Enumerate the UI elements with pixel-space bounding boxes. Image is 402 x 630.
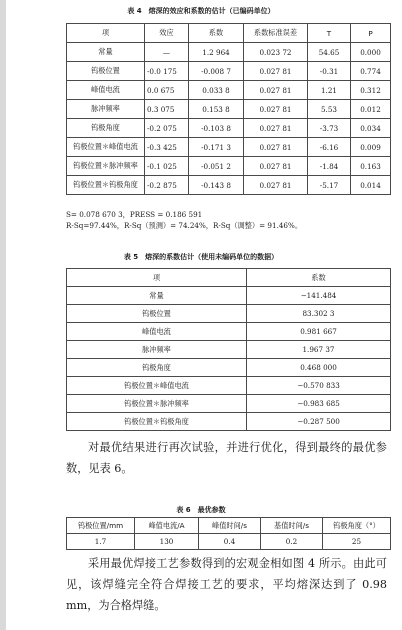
- table4-cell-term: 钨极位置＊峰值电流: [67, 138, 145, 157]
- table4-cell-p: 0.000: [351, 43, 391, 62]
- table5-cell-term: 脉冲频率: [67, 341, 247, 359]
- table5-row: [67, 395, 391, 413]
- table5-row: [67, 305, 391, 323]
- table4-cell-p: 0.034: [351, 119, 391, 138]
- table4-cell-effect: 0.3 075: [145, 100, 189, 119]
- table4-cell-se: 0.027 81: [244, 157, 308, 176]
- table5-row: [67, 413, 391, 431]
- table4-stats-line2: R-Sq=97.44%，R-Sq（预测）= 74.24%，R-Sq（调整）= 91.46%。: [66, 221, 303, 230]
- table6-header-peak-time: 峰值时间/s: [199, 518, 261, 534]
- table4-cell-term: 钨极角度: [67, 119, 145, 138]
- table5-cell-term: 钨极位置: [67, 305, 247, 323]
- table4-row: [67, 157, 391, 176]
- table5-cell-coef: −0.570 833: [247, 377, 391, 395]
- table4-cell-effect: —: [145, 43, 189, 62]
- table5-cell-term: 钨极位置＊峰值电流: [67, 377, 247, 395]
- table4-cell-coef: -0.103 8: [189, 119, 244, 138]
- table4-cell-effect: -0.1 025: [145, 157, 189, 176]
- table4-header-row: [67, 24, 391, 43]
- table6-header-electrode-position: 钨极位置/mm: [67, 518, 135, 534]
- table6-value-electrode-angle: 25: [323, 534, 391, 550]
- table4-cell-se: 0.027 81: [244, 176, 308, 195]
- table4-cell-coef: -0.051 2: [189, 157, 244, 176]
- table4-header-coef: 系数: [189, 24, 244, 43]
- table4-row: [67, 119, 391, 138]
- table4-cell-se: 0.027 81: [244, 81, 308, 100]
- table4-cell-effect: -0.2 075: [145, 119, 189, 138]
- table4-cell-p: 0.012: [351, 100, 391, 119]
- table5-cell-term: 钨极角度: [67, 359, 247, 377]
- table4-cell-p: 0.163: [351, 157, 391, 176]
- table4-cell-p: 0.009: [351, 138, 391, 157]
- table5-cell-coef: 0.981 667: [247, 323, 391, 341]
- table5-cell-coef: −0.983 685: [247, 395, 391, 413]
- table4-header-term: 项: [67, 24, 145, 43]
- table4-cell-coef: -0.143 8: [189, 176, 244, 195]
- table4-row: [67, 62, 391, 81]
- table6-value-peak-current: 130: [135, 534, 199, 550]
- paragraph-conclusion: 采用最优焊接工艺参数得到的宏观金相如图 4 所示。由此可见，该焊缝完全符合焊接工艺的要求，平均熔深达到了 0.98 mm，为合格焊缝。: [66, 557, 387, 612]
- table4-cell-t: -6.16: [308, 138, 351, 157]
- table4-cell-t: 54.65: [308, 43, 351, 62]
- table4-cell-coef: 0.153 8: [189, 100, 244, 119]
- table6-value-base-time: 0.2: [261, 534, 323, 550]
- paragraph-optimization: 对最优结果进行再次试验，并进行优化，得到最终的最优参数，见表 6。: [66, 441, 387, 475]
- table4-row: [67, 100, 391, 119]
- table4-cell-term: 钨极位置＊钨极角度: [67, 176, 145, 195]
- table5-caption: 表 5 熔深的系数估计（使用未编码单位的数据）: [123, 253, 279, 261]
- table5-cell-coef: 0.468 000: [247, 359, 391, 377]
- table4-row: [67, 138, 391, 157]
- table4-cell-term: 峰值电流: [67, 81, 145, 100]
- table4-row: [67, 176, 391, 195]
- table4-cell-t: -3.73: [308, 119, 351, 138]
- table4-cell-effect: -0.0 175: [145, 62, 189, 81]
- table4-cell-coef: -0.008 7: [189, 62, 244, 81]
- table5-cell-term: 峰值电流: [67, 323, 247, 341]
- table4-header-se: 系数标准误差: [244, 24, 308, 43]
- table4-cell-term: 常量: [67, 43, 145, 62]
- table4-cell-t: -0.31: [308, 62, 351, 81]
- table4-cell-se: 0.023 72: [244, 43, 308, 62]
- table5-cell-term: 钨极位置＊脉冲频率: [67, 395, 247, 413]
- table5-cell-coef: 1.967 37: [247, 341, 391, 359]
- table5-cell-coef: −141.484: [247, 287, 391, 305]
- page-edge-bar: [0, 0, 6, 630]
- table6-header-electrode-angle: 钨极角度（°）: [323, 518, 391, 534]
- table6-header-peak-current: 峰值电流/A: [135, 518, 199, 534]
- table4-cell-t: -5.17: [308, 176, 351, 195]
- table5-row: [67, 359, 391, 377]
- table4-cell-se: 0.027 81: [244, 100, 308, 119]
- table4-row: [67, 81, 391, 100]
- table4-cell-t: -1.84: [308, 157, 351, 176]
- table6-value-peak-time: 0.4: [199, 534, 261, 550]
- table4-cell-coef: -0.171 3: [189, 138, 244, 157]
- table5: [66, 268, 391, 431]
- table5-cell-term: 钨极位置＊钨极角度: [67, 413, 247, 431]
- table4-cell-p: 0.312: [351, 81, 391, 100]
- table5-header-row: [67, 269, 391, 287]
- table4-cell-term: 脉冲频率: [67, 100, 145, 119]
- table4-cell-effect: -0.2 875: [145, 176, 189, 195]
- table6-header-base-time: 基值时间/s: [261, 518, 323, 534]
- table4-cell-term: 钨极位置＊脉冲频率: [67, 157, 145, 176]
- table4-header-t: T: [308, 24, 351, 43]
- table4-stats-line1: S= 0.078 670 3，PRESS = 0.186 591: [66, 210, 203, 219]
- table6-caption: 表 6 最优参数: [176, 506, 226, 514]
- table4-cell-se: 0.027 81: [244, 138, 308, 157]
- table4-cell-se: 0.027 81: [244, 62, 308, 81]
- table4: [66, 23, 391, 195]
- table4-stats: [66, 209, 302, 231]
- table4-header-p: P: [351, 24, 391, 43]
- table5-row: [67, 341, 391, 359]
- table4-row: [67, 43, 391, 62]
- table4-cell-term: 钨极位置: [67, 62, 145, 81]
- table4-header-effect: 效应: [145, 24, 189, 43]
- table4-cell-p: 0.014: [351, 176, 391, 195]
- table4-cell-t: 1.21: [308, 81, 351, 100]
- table5-header-term: 项: [67, 269, 247, 287]
- table6-header-row: [67, 518, 391, 534]
- table4-cell-coef: 0.033 8: [189, 81, 244, 100]
- table5-cell-coef: −0.287 500: [247, 413, 391, 431]
- table5-cell-coef: 83.302 3: [247, 305, 391, 323]
- table6-row: [67, 534, 391, 550]
- table5-row: [67, 323, 391, 341]
- table4-cell-coef: 1.2 964: [189, 43, 244, 62]
- table5-cell-term: 常量: [67, 287, 247, 305]
- table6-value-electrode-position: 1.7: [67, 534, 135, 550]
- table5-row: [67, 287, 391, 305]
- table4-cell-p: 0.774: [351, 62, 391, 81]
- table4-cell-t: 5.53: [308, 100, 351, 119]
- table4-cell-effect: 0.0 675: [145, 81, 189, 100]
- table5-row: [67, 377, 391, 395]
- table4-caption: 表 4 熔深的效应和系数的估计（已编码单位）: [127, 7, 275, 15]
- table5-header-coef: 系数: [247, 269, 391, 287]
- table4-cell-effect: -0.3 425: [145, 138, 189, 157]
- table6: [66, 517, 391, 550]
- table4-cell-se: 0.027 81: [244, 119, 308, 138]
